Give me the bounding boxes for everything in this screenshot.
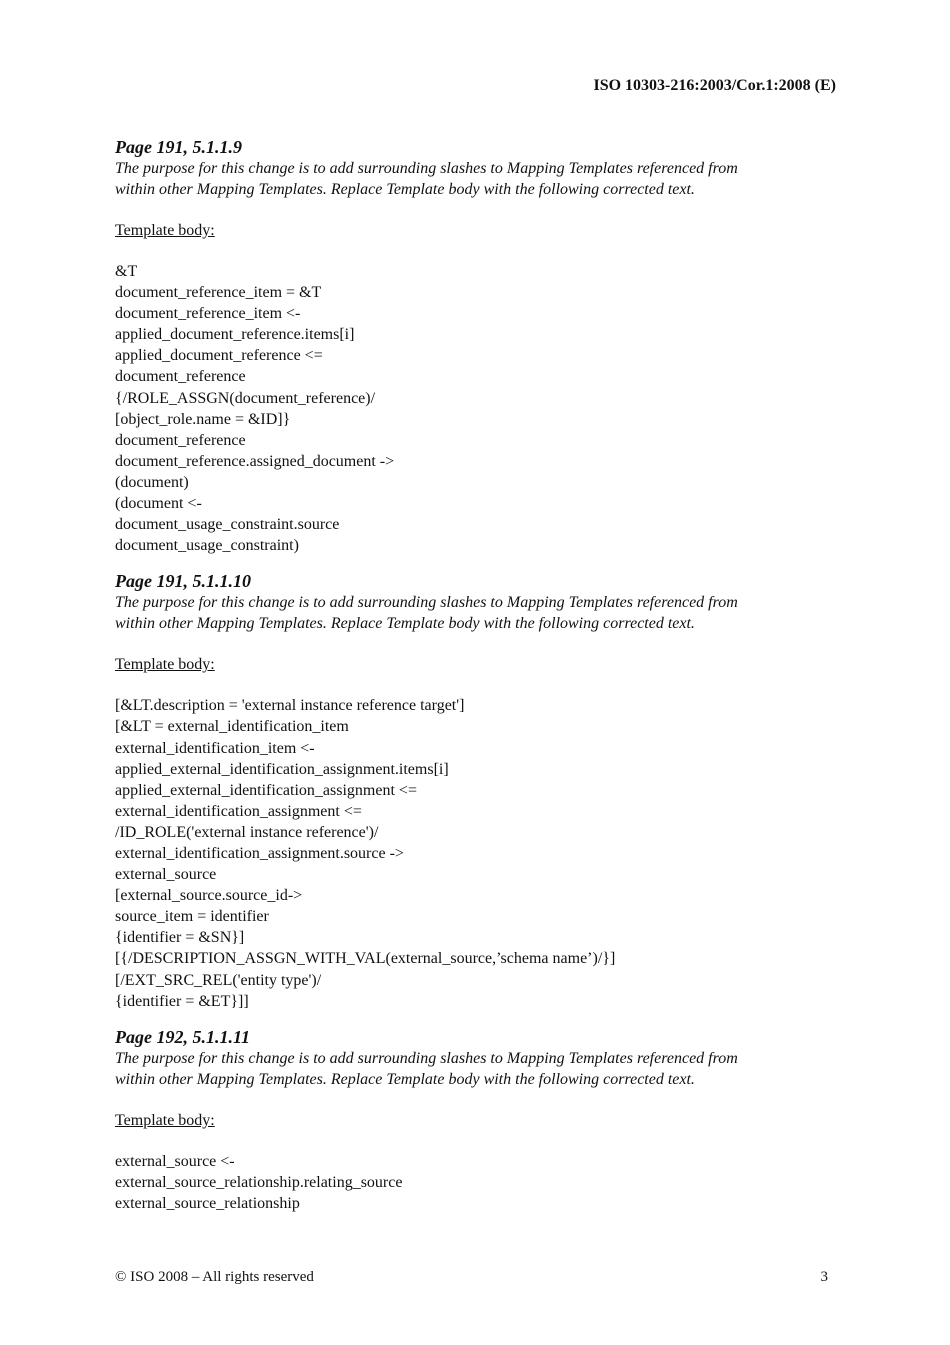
template-line: (document) xyxy=(115,473,189,491)
template-line: external_identification_assignment.source -> xyxy=(115,844,404,862)
template-body-label: Template body: xyxy=(115,656,215,674)
footer-copyright: © ISO 2008 – All rights reserved xyxy=(115,1269,314,1285)
section-heading: Page 192, 5.1.1.11 xyxy=(115,1026,250,1047)
section-purpose: The purpose for this change is to add surrounding slashes to Mapping Templates referenced from within other Mapping Templates. Replace Template body with the following corrected text. xyxy=(115,1049,738,1088)
template-line: external_identification_assignment <= xyxy=(115,802,362,820)
template-line: [/EXT_SRC_REL('entity type')/ xyxy=(115,971,322,989)
page-number: 3 xyxy=(820,1269,828,1285)
template-line: external_source_relationship.relating_source xyxy=(115,1173,403,1191)
template-line: {/ROLE_ASSGN(document_reference)/ xyxy=(115,389,376,407)
section-purpose: The purpose for this change is to add surrounding slashes to Mapping Templates referenced from within other Mapping Templates. Replace Template body with the following corrected text. xyxy=(115,160,738,198)
template-line: applied_external_identification_assignment.items[i] xyxy=(115,760,449,778)
template-line: (document <- xyxy=(115,495,202,513)
template-line: /ID_ROLE('external instance reference')/ xyxy=(115,823,379,841)
section-5-1-1-11 xyxy=(115,1026,835,1214)
template-line: &T xyxy=(115,263,138,280)
template-line: {identifier = &ET}]] xyxy=(115,992,249,1010)
template-line: external_source <- xyxy=(115,1152,235,1170)
template-line: source_item = identifier xyxy=(115,908,269,926)
template-line: [{/DESCRIPTION_ASSGN_WITH_VAL(external_source,’schema name’)/}] xyxy=(115,950,616,968)
template-line: document_usage_constraint.source xyxy=(115,516,340,534)
template-line: {identifier = &SN}] xyxy=(115,929,245,947)
document-content xyxy=(115,136,835,1228)
template-line: applied_document_reference <= xyxy=(115,347,323,365)
template-line: applied_document_reference.items[i] xyxy=(115,326,355,344)
section-5-1-1-9 xyxy=(115,136,835,556)
template-line: document_usage_constraint) xyxy=(115,537,299,555)
template-line: external_source xyxy=(115,866,217,884)
template-line: [&LT = external_identification_item xyxy=(115,718,349,736)
template-body-label: Template body: xyxy=(115,1111,215,1129)
template-line: external_identification_item <- xyxy=(115,739,315,757)
template-body-label: Template body: xyxy=(115,222,215,239)
template-line: applied_external_identification_assignment <= xyxy=(115,781,417,799)
section-purpose: The purpose for this change is to add surrounding slashes to Mapping Templates referenced from within other Mapping Templates. Replace Template body with the following corrected text. xyxy=(115,594,738,633)
template-line: [object_role.name = &ID]} xyxy=(115,410,291,428)
template-line: document_reference_item <- xyxy=(115,305,301,323)
template-body xyxy=(115,1151,835,1214)
template-body xyxy=(115,261,835,556)
section-heading: Page 191, 5.1.1.9 xyxy=(115,137,242,157)
template-line: [&LT.description = 'external instance reference target'] xyxy=(115,697,465,715)
template-body xyxy=(115,695,835,1011)
template-line: document_reference_item = &T xyxy=(115,284,322,302)
template-line: document_reference.assigned_document -> xyxy=(115,452,395,470)
template-line: document_reference xyxy=(115,431,246,449)
document-id-header: ISO 10303-216:2003/Cor.1:2008 (E) xyxy=(593,77,836,94)
template-line: document_reference xyxy=(115,368,246,386)
template-line: external_source_relationship xyxy=(115,1194,300,1212)
template-line: [external_source.source_id-> xyxy=(115,887,303,905)
section-5-1-1-10 xyxy=(115,570,835,1011)
section-heading: Page 191, 5.1.1.10 xyxy=(115,571,251,592)
